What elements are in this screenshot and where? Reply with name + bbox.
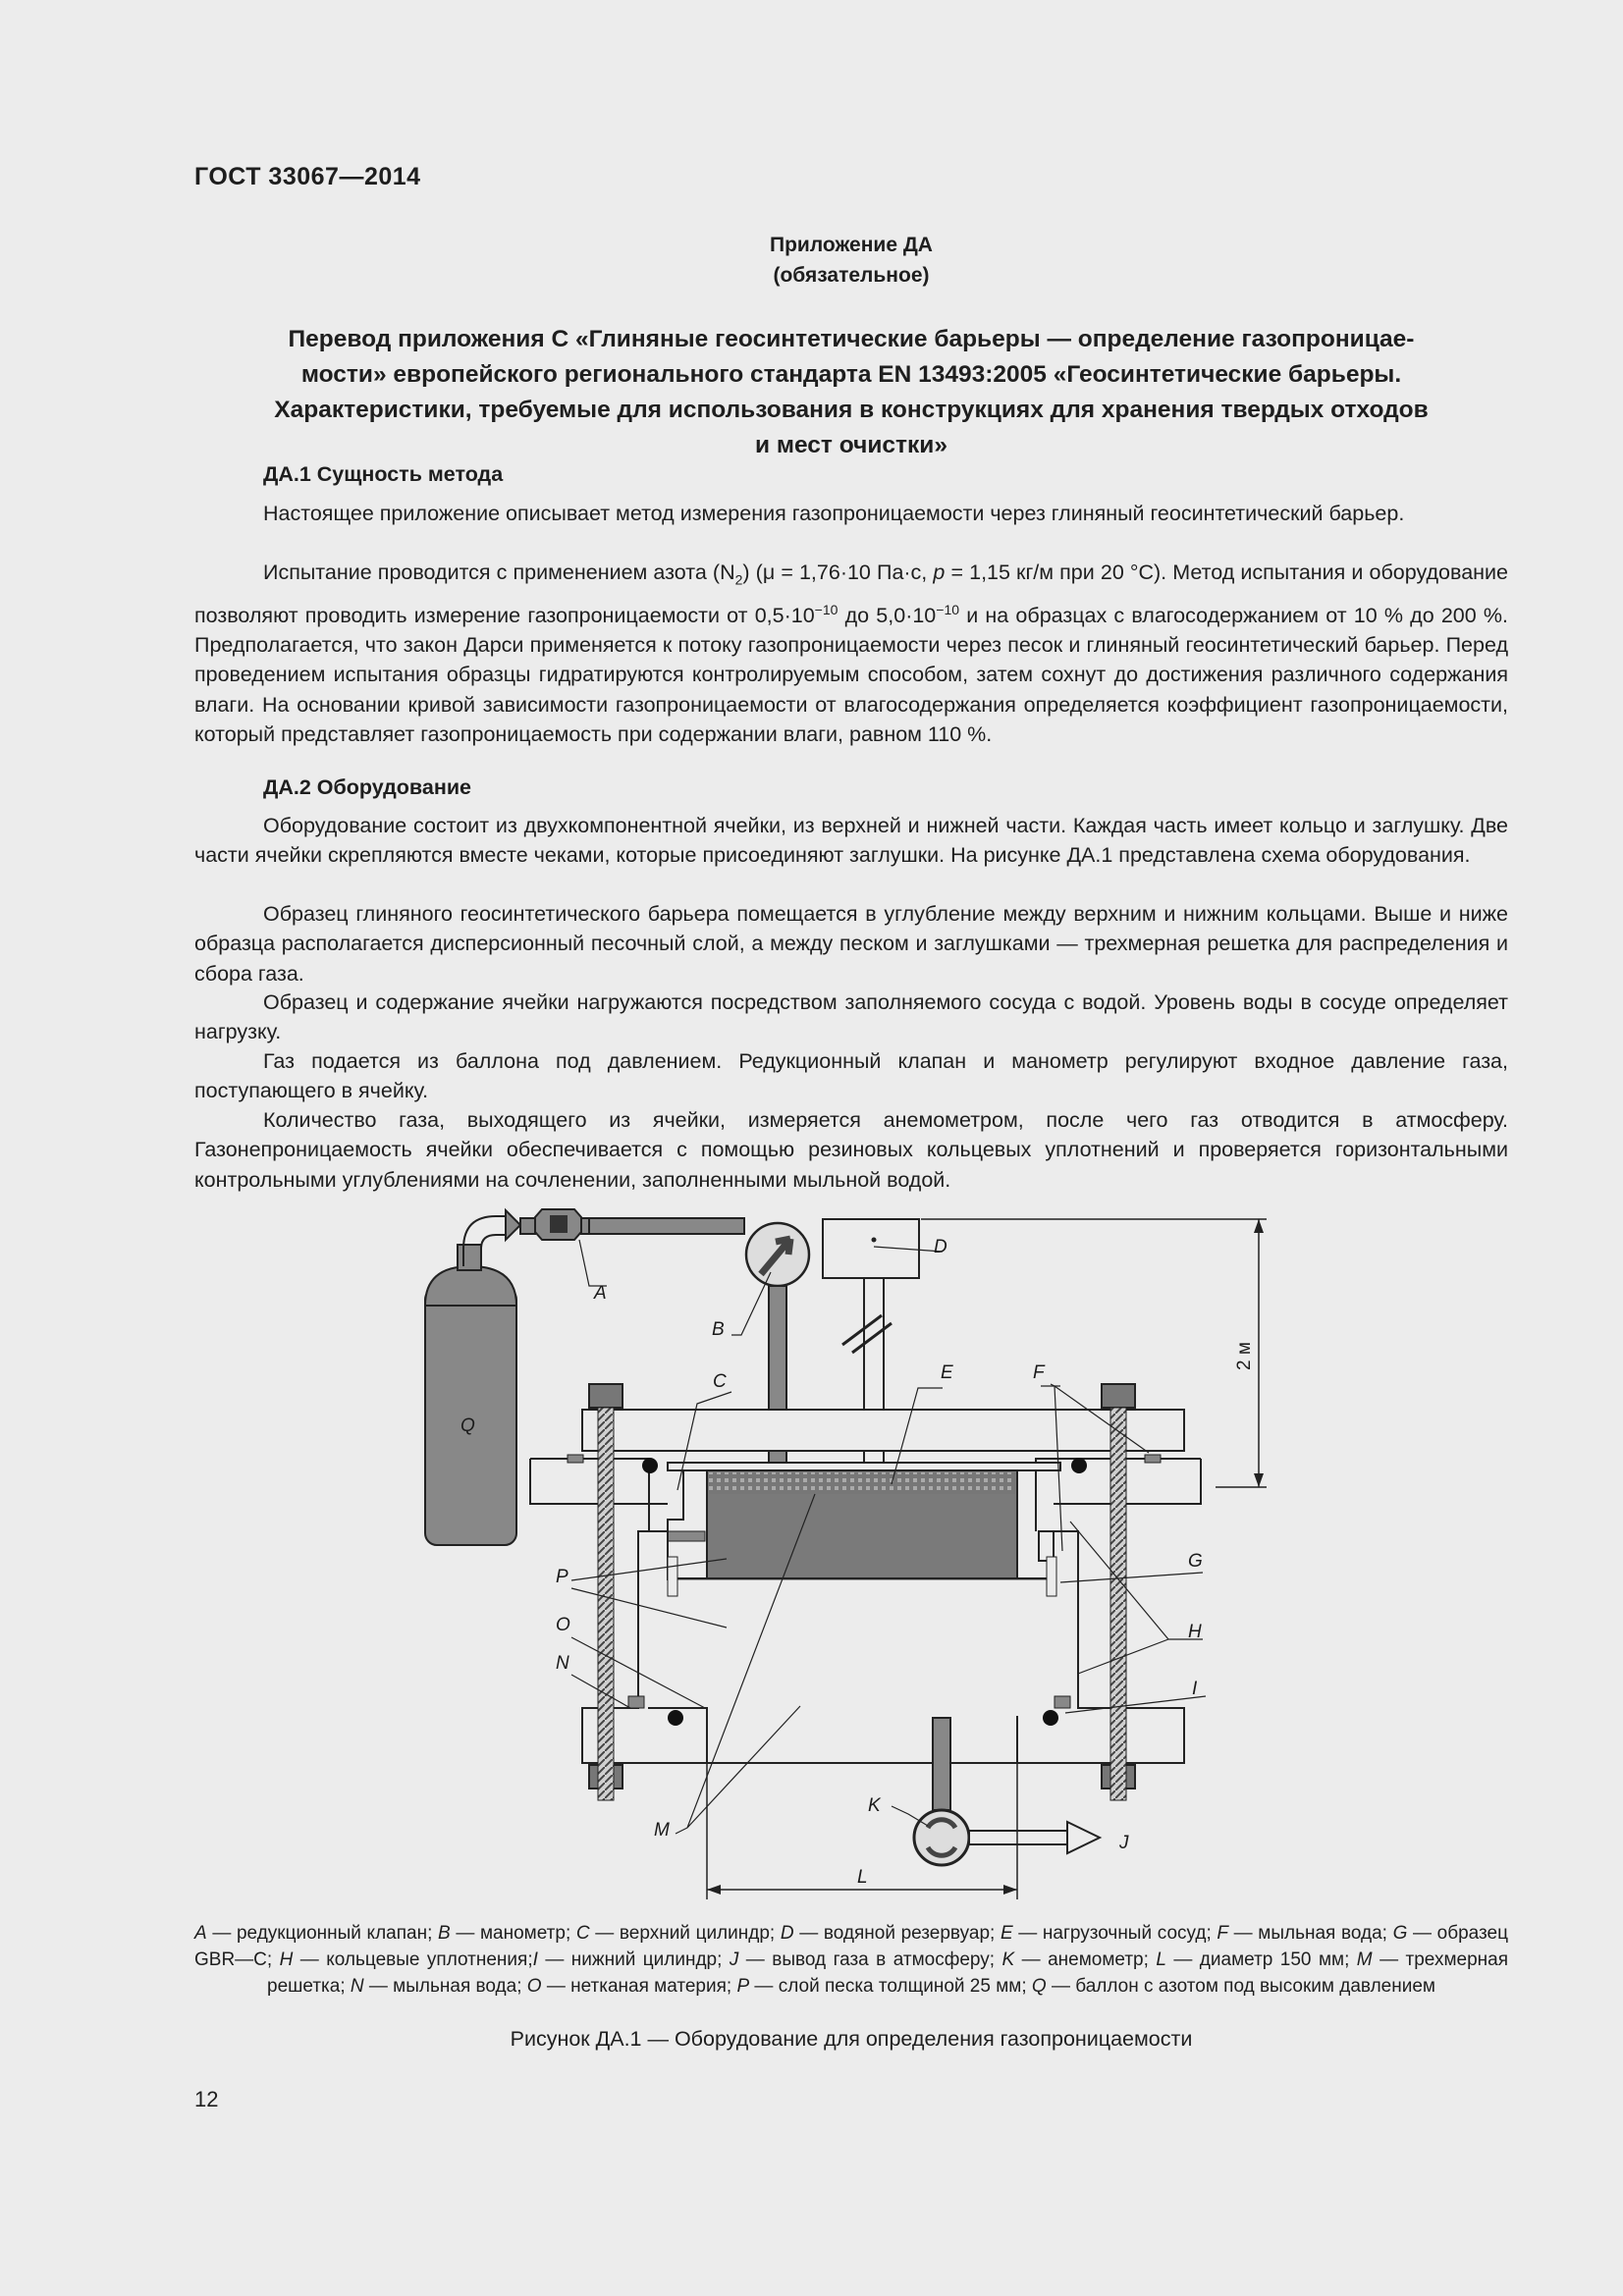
legend-text: — трехмерная решетка; [267, 1949, 1508, 1997]
label-p: P [556, 1567, 568, 1587]
title-line-4: и мест очистки» [755, 432, 947, 458]
section-1-paragraph-2: Испытание проводится с применением азота $(N_2) (\mu = 1,76\cdot 10$ Па·с, р = 1,15 кг/м при 20 °С). Метод испытания и оборудование позволяют проводить измерение газопроницаемости от $0,5\cdot 10^{-10}$ до $5,0\cdot 10^{-10}$ и на образцах с влагосодержанием от 10 % до 200 %. Предполагается, что закон Дарси применяется к потоку газопроницаемости через песок и глиняный геосинтетический барьер. Перед проведением испытания образцы гидратируются контролируемым способом, затем сохнут до достижения различного содержания влаги. На основании кривой зависимости газопроницаемости от влагосодержания определяется коэффициент газопроницаемости, который представляет газопроницаемость при содержании влаги, равном 110 %. [194, 561, 1508, 746]
legend-key: L [1156, 1949, 1166, 1970]
section-1-heading: ДА.1 Сущность метода [263, 462, 504, 486]
legend-key: F [1217, 1923, 1228, 1944]
label-g: G [1188, 1551, 1203, 1572]
title-line-1: Перевод приложения С «Глиняные геосинтетические барьеры — определение газопроницае- [288, 326, 1415, 352]
label-l: L [857, 1867, 868, 1888]
section-2-paragraph-4: Газ подается из баллона под давлением. Редукционный клапан и манометр регулируют входное давление газа, поступающего в ячейку. [194, 1049, 1508, 1103]
section-2-paragraph-5: Количество газа, выходящего из ячейки, измеряется анемометром, после чего газ отводится в атмосферу. Газонепроницаемость ячейки обеспечивается с помощью резиновых кольцевых уплотнений и проверяется горизонтальными контрольными углублениями на сочленении, заполненными мыльной водой. [194, 1108, 1508, 1192]
legend-text: — верхний цилиндр; [589, 1923, 781, 1944]
legend-text: — редукционный клапан; [206, 1923, 439, 1944]
legend-key: I [532, 1949, 538, 1970]
legend-key: Е [1000, 1923, 1013, 1944]
label-q: Q [460, 1415, 475, 1436]
legend-text: — кольцевые уплотнения; [293, 1949, 533, 1970]
legend-text: — мыльная вода; [1228, 1923, 1393, 1944]
legend-key: А [194, 1923, 207, 1944]
legend-key: М [1356, 1949, 1373, 1970]
reduction-valve [520, 1209, 589, 1240]
legend-key: J [729, 1949, 739, 1970]
legend-text: — образец GBR—C; [194, 1923, 1508, 1970]
legend-text: — слой песка толщиной 25 мм; [749, 1976, 1032, 1997]
section-2-paragraph-3: Образец и содержание ячейки нагружаются посредством заполняемого сосуда с водой. Уровень воды в сосуде определяет нагрузку. [194, 990, 1508, 1044]
legend-key: Q [1031, 1976, 1047, 1997]
legend-text: — диаметр 150 мм; [1165, 1949, 1357, 1970]
legend-key: О [526, 1976, 542, 1997]
figure-legend [194, 1920, 1508, 2000]
label-m: M [654, 1820, 670, 1841]
legend-text: — вывод газа в атмосферу; [738, 1949, 1002, 1970]
document-code: ГОСТ 33067—2014 [194, 163, 421, 190]
legend-text: — баллон с азотом под высоким давлением [1046, 1976, 1435, 1997]
section-2-heading: ДА.2 Оборудование [263, 775, 471, 799]
label-h: H [1188, 1622, 1202, 1642]
label-height: 2 м [1234, 1342, 1255, 1370]
legend-key: Н [279, 1949, 294, 1970]
section-2-paragraph-2: Образец глиняного геосинтетического барьера помещается в углубление между верхним и нижним кольцами. Выше и ниже образца располагается дисперсионный песочный слой, а между песком и заглушками — трехмерная решетка для распределения и сбора газа. [194, 902, 1508, 986]
label-b: B [712, 1319, 725, 1340]
legend-text: — нетканая материя; [541, 1976, 737, 1997]
label-i: I [1192, 1679, 1198, 1699]
label-a: A [594, 1283, 607, 1304]
legend-key: G [1392, 1923, 1408, 1944]
label-c: C [713, 1371, 727, 1392]
label-e: E [941, 1362, 953, 1383]
legend-text: — нижний цилиндр; [537, 1949, 730, 1970]
legend-text: — нагрузочный сосуд; [1012, 1923, 1217, 1944]
legend-key: С [575, 1923, 590, 1944]
legend-text: — водяной резервуар; [793, 1923, 1001, 1944]
legend-key: K [1001, 1949, 1015, 1970]
legend-key: N [350, 1976, 364, 1997]
section-1-paragraph-1: Настоящее приложение описывает метод измерения газопроницаемости через глиняный геосинтетический барьер. [263, 502, 1405, 525]
section-2-paragraph-1: Оборудование состоит из двухкомпонентной ячейки, из верхней и нижней части. Каждая часть имеет кольцо и заглушку. Две части ячейки скрепляются вместе чеками, которые присоединяют заглушки. На рисунке ДА.1 представлена схема оборудования. [194, 814, 1508, 868]
label-d: D [934, 1237, 947, 1257]
appendix-label: Приложение ДА [770, 234, 933, 256]
label-n: N [556, 1653, 569, 1674]
appendix-status: (обязательное) [773, 264, 930, 287]
figure-caption: Рисунок ДА.1 — Оборудование для определения газопроницаемости [510, 2027, 1193, 2051]
title-line-3: Характеристики, требуемые для использования в конструкциях для хранения твердых отходов [274, 397, 1429, 423]
legend-text: — мыльная вода; [363, 1976, 527, 1997]
title-line-2: мости» европейского регионального стандарта EN 13493:2005 «Геосинтетические барьеры. [300, 361, 1402, 388]
legend-key: Р [736, 1976, 750, 1997]
legend-text: — манометр; [450, 1923, 576, 1944]
label-f: F [1033, 1362, 1045, 1383]
gas-cylinder [425, 1245, 516, 1545]
label-j: J [1119, 1833, 1129, 1853]
legend-key: В [438, 1923, 451, 1944]
page-number: 12 [194, 2087, 219, 2111]
legend-key: D [780, 1923, 794, 1944]
inlet-pipe [458, 1210, 744, 1266]
label-k: K [868, 1795, 881, 1816]
label-o: O [556, 1615, 570, 1635]
legend-text: — анемометр; [1014, 1949, 1157, 1970]
